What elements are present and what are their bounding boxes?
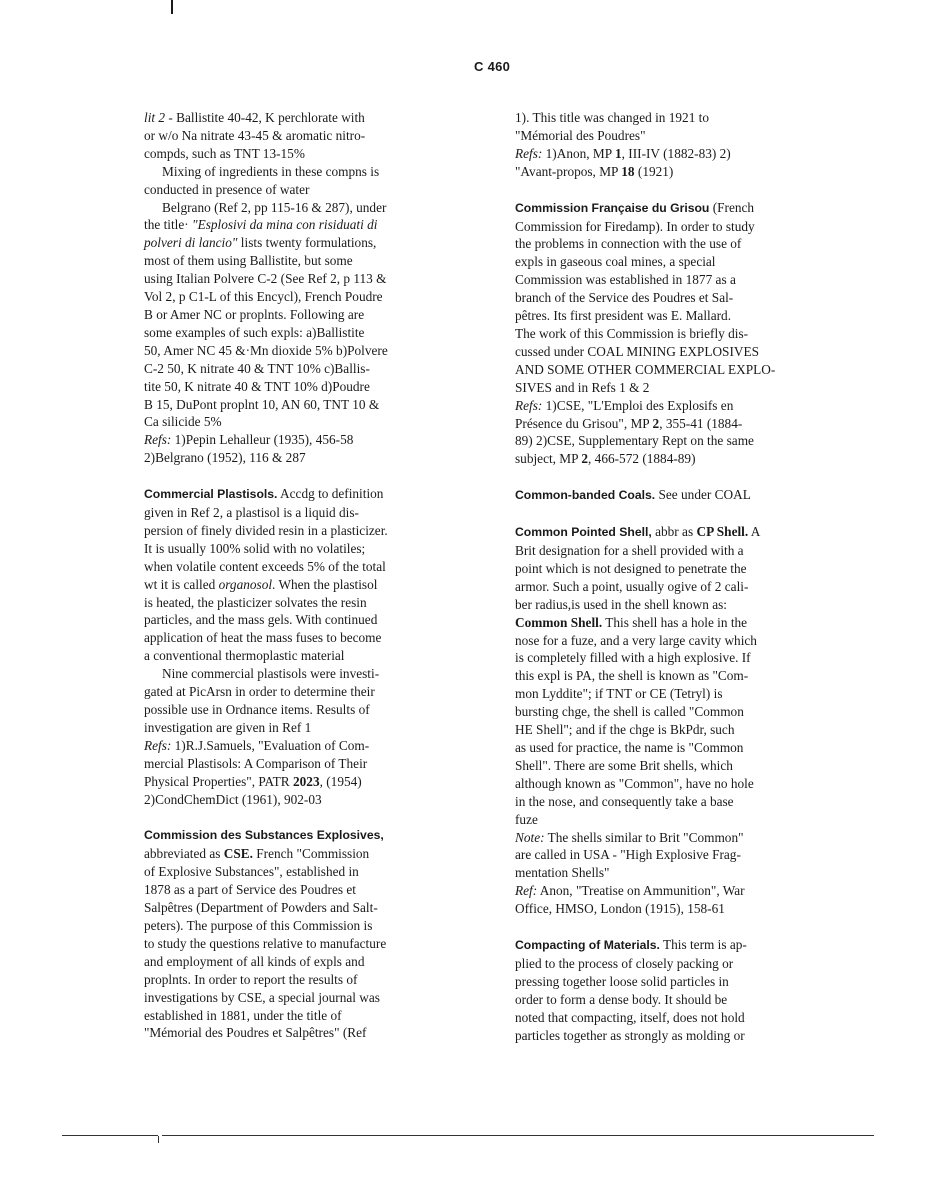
entry-heading: Commercial Plastisols. [144,487,278,502]
text-line: "Mémorial des Poudres et Salpêtres" (Ref [144,1025,367,1041]
text-line: nose for a fuze, and a very large cavity which [515,632,757,648]
text-line: pressing together loose solid particles in [515,973,729,989]
paragraph [515,109,827,181]
text-line [144,826,462,845]
right-column [515,109,827,1045]
italic-run: polveri di lancio" [144,235,238,251]
text-line: to study the questions relative to manufacture [144,935,387,951]
text-line: using Italian Polvere C-2 (See Ref 2, p 113 & [144,271,387,287]
paragraph [144,199,462,468]
bold-run: 18 [621,163,635,179]
text-line: subject, MP 2, 466-572 (1884-89) [515,451,696,467]
text-line: Shell". There are some Brit shells, which [515,757,733,773]
text-line: tite 50, K nitrate 40 & TNT 10% d)Poudre [144,378,370,394]
text-line: of Explosive Substances", established in [144,864,359,880]
text-line: It is usually 100% solid with no volatiles; [144,540,366,556]
text-line: Ca silicide 5% [144,414,222,430]
entry-heading: Commission Française du Grisou [515,200,710,215]
text-line: although known as "Common", have no hole [515,775,754,791]
text-line: "Mémorial des Poudres" [515,127,646,143]
text-line: SIVES and in Refs 1 & 2 [515,379,650,395]
text-line: 1878 as a part of Service des Poudres et [144,882,356,898]
text-line: polveri di lancio" lists twenty formulations, [144,235,377,251]
entry-compacting-of-materials [515,936,827,1044]
text-line: established in 1881, under the title of [144,1007,342,1023]
entry-heading: Common-banded Coals. [515,488,656,503]
italic-run: Refs: [144,432,172,448]
text-line: wt it is called organosol. When the plastisol [144,576,378,592]
text-line: bursting chge, the shell is called "Common [515,704,744,720]
text-line: persion of finely divided resin in a plasticizer. [144,522,388,538]
left-column [144,109,462,1042]
paragraph [144,109,462,163]
text-line: application of heat the mass fuses to become [144,630,382,646]
bold-run: 2 [581,451,589,467]
entry-commission-substances-explosives [144,826,462,1042]
text-line: Refs: 1)R.J.Samuels, "Evaluation of Com- [144,737,370,753]
text-line: B or Amer NC or proplnts. Following are [144,306,365,322]
page-number: C 460 [474,59,511,74]
text-line: expls in gaseous coal mines, a special [515,254,716,270]
text-line: Belgrano (Ref 2, pp 115-16 & 287), under [162,199,387,215]
text-line: mon Lyddite"; if TNT or CE (Tetryl) is [515,686,723,702]
italic-run: lit 2 [144,110,166,125]
text-line: lit 2 - Ballistite 40-42, K perchlorate with [144,110,365,125]
text-line [144,485,462,504]
text-line [515,199,827,218]
text-line: ber radius,is used in the shell known as: [515,596,727,612]
bold-run: 2 [652,415,660,431]
bold-run: 2023 [293,773,320,789]
bold-run: CSE. [223,846,253,862]
footer-tick [158,1136,159,1143]
entry-commission-francaise-grisou [515,199,827,469]
text-line: compds, such as TNT 13-15% [144,145,305,161]
text-line: 50, Amer NC 45 &·Mn dioxide 5% b)Polvere [144,342,388,358]
text-line: most of them using Ballistite, but some [144,253,353,269]
text-line: Nine commercial plastisols were investi- [162,666,380,682]
text-line: particles together as strongly as molding or [515,1027,745,1043]
text-run: abbr as CP Shell. A [651,524,761,540]
footer-rule-left [62,1135,158,1136]
text-line: Office, HMSO, London (1915), 158-61 [515,901,725,917]
text-line: when volatile content exceeds 5% of the total [144,558,386,574]
text-line: this expl is PA, the shell is known as "Com- [515,668,749,684]
italic-run: Refs: [515,397,543,413]
entry-common-pointed-shell [515,523,827,918]
text-line: possible use in Ordnance items. Results of [144,702,370,717]
text-line: cussed under COAL MINING EXPLOSIVES [515,343,759,359]
text-line: the problems in connection with the use of [515,236,742,252]
text-line: noted that compacting, itself, does not hold [515,1009,745,1025]
text-line: Ref: Anon, "Treatise on Ammunition", War [515,883,745,899]
text-line: Mixing of ingredients in these compns is [162,163,380,179]
text-line: plied to the process of closely packing or [515,955,734,971]
text-line: pêtres. Its first president was E. Mallard. [515,308,732,324]
text-line: mentation Shells" [515,865,610,881]
text-line: AND SOME OTHER COMMERCIAL EXPLO- [515,361,776,377]
text-line: proplnts. In order to report the results of [144,971,358,987]
text-line: order to form a dense body. It should be [515,991,728,1007]
bold-run: Common Shell. [515,614,603,630]
text-line: are called in USA - "High Explosive Frag- [515,847,741,863]
text-line: 1). This title was changed in 1921 to [515,110,710,125]
entry-commercial-plastisols [144,485,462,808]
text-line: Vol 2, p C1-L of this Encycl), French Poudre [144,289,383,305]
text-line: conducted in presence of water [144,181,310,197]
text-line: is completely filled with a high explosive. If [515,650,751,666]
text-line: peters). The purpose of this Commission is [144,917,373,933]
text-line: particles, and the mass gels. With continued [144,612,378,628]
text-line: fuze [515,811,538,827]
text-line: in the nose, and consequently take a base [515,793,734,809]
text-line: Physical Properties", PATR 2023, (1954) [144,773,362,789]
text-line: "Avant-propos, MP 18 (1921) [515,163,674,179]
paragraph [144,163,462,199]
text-line: abbreviated as CSE. French "Commission [144,846,370,862]
text-line: The work of this Commission is briefly dis- [515,325,749,341]
text-line: gated at PicArsn in order to determine their [144,684,375,700]
italic-run: Refs: [515,145,543,161]
text-line: investigations by CSE, a special journal was [144,989,380,1005]
text-line [515,523,827,542]
text-run: Accdg to definition [277,486,384,502]
entry-heading: Compacting of Materials. [515,938,660,953]
text-line: is heated, the plasticizer solvates the resin [144,594,367,610]
text-line: armor. Such a point, usually ogive of 2 cali- [515,578,749,594]
text-line: Commission was established in 1877 as a [515,272,736,288]
text-line: Refs: 1)Anon, MP 1, III-IV (1882-83) 2) [515,145,731,161]
text-line: point which is not designed to penetrate the [515,560,747,576]
text-line: 2)CondChemDict (1961), 902-03 [144,791,322,807]
text-line: mercial Plastisols: A Comparison of Their [144,755,368,771]
bold-run: CP Shell. [696,524,749,540]
text-run: See under COAL [655,487,751,503]
text-line: Présence du Grisou", MP 2, 355-41 (1884- [515,415,743,431]
text-run: (French [709,199,755,215]
text-line: given in Ref 2, a plastisol is a liquid dis- [144,505,359,521]
text-line: Salpêtres (Department of Powders and Salt- [144,900,378,916]
text-line: Refs: 1)Pepin Lehalleur (1935), 456-58 [144,432,354,448]
text-run: This term is ap- [659,937,747,953]
text-line: HE Shell"; and if the chge is BkPdr, such [515,722,735,738]
text-line: 89) 2)CSE, Supplementary Rept on the same [515,433,754,449]
italic-run: Refs: [144,737,172,753]
text-line: the title· "Esplosivi da mina con risiduati di [144,217,378,233]
text-line: or w/o Na nitrate 43-45 & aromatic nitro- [144,127,366,143]
text-line [515,486,827,505]
text-line: investigation are given in Ref 1 [144,719,312,735]
entry-heading: Common Pointed Shell, [515,525,652,540]
entry-common-banded-coals [515,486,827,505]
text-line: Brit designation for a shell provided with a [515,543,744,559]
text-line: some examples of such expls: a)Ballistite [144,324,365,340]
text-line: Refs: 1)CSE, "L'Emploi des Explosifs en [515,397,734,413]
text-line: a conventional thermoplastic material [144,648,345,664]
footer-rule-right [162,1135,874,1136]
text-line: Commission for Firedamp). In order to study [515,218,755,234]
italic-run: "Esplosivi da mina con risiduati di [192,217,378,233]
italic-run: organosol [218,576,273,592]
text-line: as used for practice, the name is "Common [515,740,744,755]
text-line: B 15, DuPont proplnt 10, AN 60, TNT 10 & [144,396,380,412]
entry-heading: Commission des Substances Explosives, [144,828,384,843]
text-line: and employment of all kinds of expls and [144,953,365,969]
italic-run: Ref: [515,883,538,899]
text-line [515,936,827,955]
italic-run: Note: [515,829,545,845]
text-line: Common Shell. This shell has a hole in the [515,614,748,630]
scan-mark [171,0,173,14]
text-line: C-2 50, K nitrate 40 & TNT 10% c)Ballis- [144,360,370,376]
text-line: branch of the Service des Poudres et Sal- [515,290,734,306]
bold-run: 1 [614,145,622,161]
text-line: Note: The shells similar to Brit "Common" [515,829,744,845]
text-line: 2)Belgrano (1952), 116 & 287 [144,450,306,466]
